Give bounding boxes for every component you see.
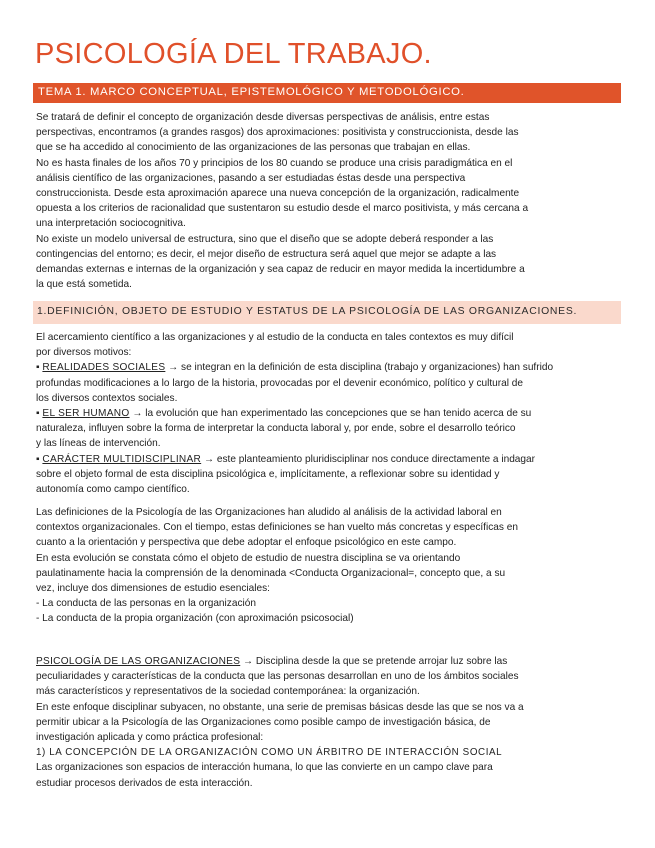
text-line: más característicos y representativos de la sociedad contemporánea: la organización. [36,686,420,698]
definition-term: PSICOLOGÍA DE LAS ORGANIZACIONES [36,656,241,667]
text-line: paulatinamente hacia la comprensión de la denominada <Conducta Organizacional=, concepto que, a su [36,567,506,579]
definition-line [36,654,621,669]
text-line: demandas externas e internas de la organización y sea capaz de reducir en mayor medida la incertidumbre a [36,263,525,275]
text-line: construccionista. Desde esta aproximación aparece una nueva concepción de la organización, radicalmente [36,187,520,199]
list-item: - La conducta de las personas en la organización [36,598,256,610]
text-line: análisis científico de las organizaciones, pasando a ser estudiadas éstas desde una perspectiva [36,172,466,184]
text-line: investigación aplicada y como práctica profesional: [36,731,264,743]
text-line: naturaleza, influyen sobre la forma de interpretar la conducta laboral y, por ende, sobre el desarrollo teórico [36,423,516,435]
text-line: En esta evolución se constata cómo el objeto de estudio de nuestra disciplina se va orientando [36,552,461,564]
text-line: Las definiciones de la Psicología de las Organizaciones han aludido al análisis de la actividad laboral en [36,507,502,518]
psico-organizaciones-paragraph [36,654,621,791]
text-line: autonomía como campo científico. [36,483,190,495]
text-line: una interpretación sociocognitiva. [36,218,186,230]
bullet-term: REALIDADES SOCIALES [42,362,166,374]
bullet-term: EL SER HUMANO [42,407,130,419]
bullet-marker: ▪ [36,453,40,465]
bullet-item [36,452,621,467]
text-line: Se tratará de definir el concepto de organización desde diversas perspectivas de análisis, entre estas [36,112,490,123]
intro-paragraph [36,110,621,292]
bullet-text: → la evolución que han experimentado las concepciones que se han tenido acerca de su [129,407,532,419]
text-line: la que está sometida. [36,279,132,291]
text-line: por diversos motivos: [36,347,132,359]
text-line: peculiaridades y características de la conducta que las personas desarrollan en uno de los ámbitos sociales [36,671,519,683]
text-line: estudiar procesos derivados de esta interacción. [36,777,253,789]
text-line: Las organizaciones son espacios de interacción humana, lo que las convierte en un campo clave para [36,762,493,774]
bullet-term: CARÁCTER MULTIDISCIPLINAR [42,453,202,465]
text-line: No existe un modelo universal de estructura, sino que el diseño que se adopte deberá responder a las [36,233,494,245]
bullet-item [36,406,621,421]
section-1-heading: 1.DEFINICIÓN, OBJETO DE ESTUDIO Y ESTATUS DE LA PSICOLOGÍA DE LAS ORGANIZACIONES. [33,301,621,324]
text-line: sobre el objeto formal de esta disciplina psicológica e, implícitamente, a reflexionar sobre su identidad y [36,468,500,480]
definitions-paragraph [36,505,621,627]
text-line: En este enfoque disciplinar subyacen, no obstante, una serie de premisas básicas desde las que se nos va a [36,701,524,713]
text-line: perspectivas, encontramos (a grandes rasgos) dos aproximaciones: positivista y construccionista, desde las [36,127,519,139]
tema-heading: TEMA 1. MARCO CONCEPTUAL, EPISTEMOLÓGICO Y METODOLÓGICO. [33,83,621,103]
text-line: vez, incluye dos dimensiones de estudio esenciales: [36,582,270,594]
text-line: contingencias del entorno; es decir, el mejor diseño de estructura será aquel que mejor se adapte a las [36,248,497,260]
text-line: los diversos contextos sociales. [36,392,178,404]
bullet-item [36,360,621,375]
text-line: No es hasta finales de los años 70 y principios de los 80 cuando se produce una crisis paradigmática en el [36,157,513,169]
text-line: contextos organizacionales. Con el tiempo, estas definiciones se han vuelto más concretas y específicas en [36,522,518,534]
list-item: - La conducta de la propia organización (con aproximación psicosocial) [36,613,354,625]
document-title: PSICOLOGÍA DEL TRABAJO. [35,38,432,70]
bullet-marker: ▪ [36,362,40,374]
text-line: que se ha accedido al conocimiento de las organizaciones de las personas que trabajan en ellas. [36,142,471,154]
definition-text: → Disciplina desde la que se pretende arrojar luz sobre las [240,656,508,667]
section-1-body [36,330,621,497]
text-line: permitir ubicar a la Psicología de las Organizaciones como posible campo de investigación básica, de [36,716,491,728]
bullet-text: → se integran en la definición de esta disciplina (trabajo y organizaciones) han sufrido [165,362,554,374]
text-line: y las líneas de intervención. [36,438,161,450]
text-line: cuanto a la orientación y perspectiva que debe adoptar el enfoque psicológico en este campo. [36,537,457,549]
bullet-text: → este planteamiento pluridisciplinar nos conduce directamente a indagar [201,453,536,465]
bullet-marker: ▪ [36,407,40,419]
text-line: El acercamiento científico a las organizaciones y al estudio de la conducta en tales contextos es muy difícil [36,332,514,343]
text-line: opuesta a los criterios de racionalidad que sustentaron su estudio desde el marco positivista, y más cercana a [36,203,529,215]
text-line: profundas modificaciones a lo largo de la historia, provocadas por el devenir económico, político y cultural de [36,377,524,389]
premise-heading: 1) LA CONCEPCIÓN DE LA ORGANIZACIÓN COMO UN ÁRBITRO DE INTERACCIÓN SOCIAL [36,747,503,759]
